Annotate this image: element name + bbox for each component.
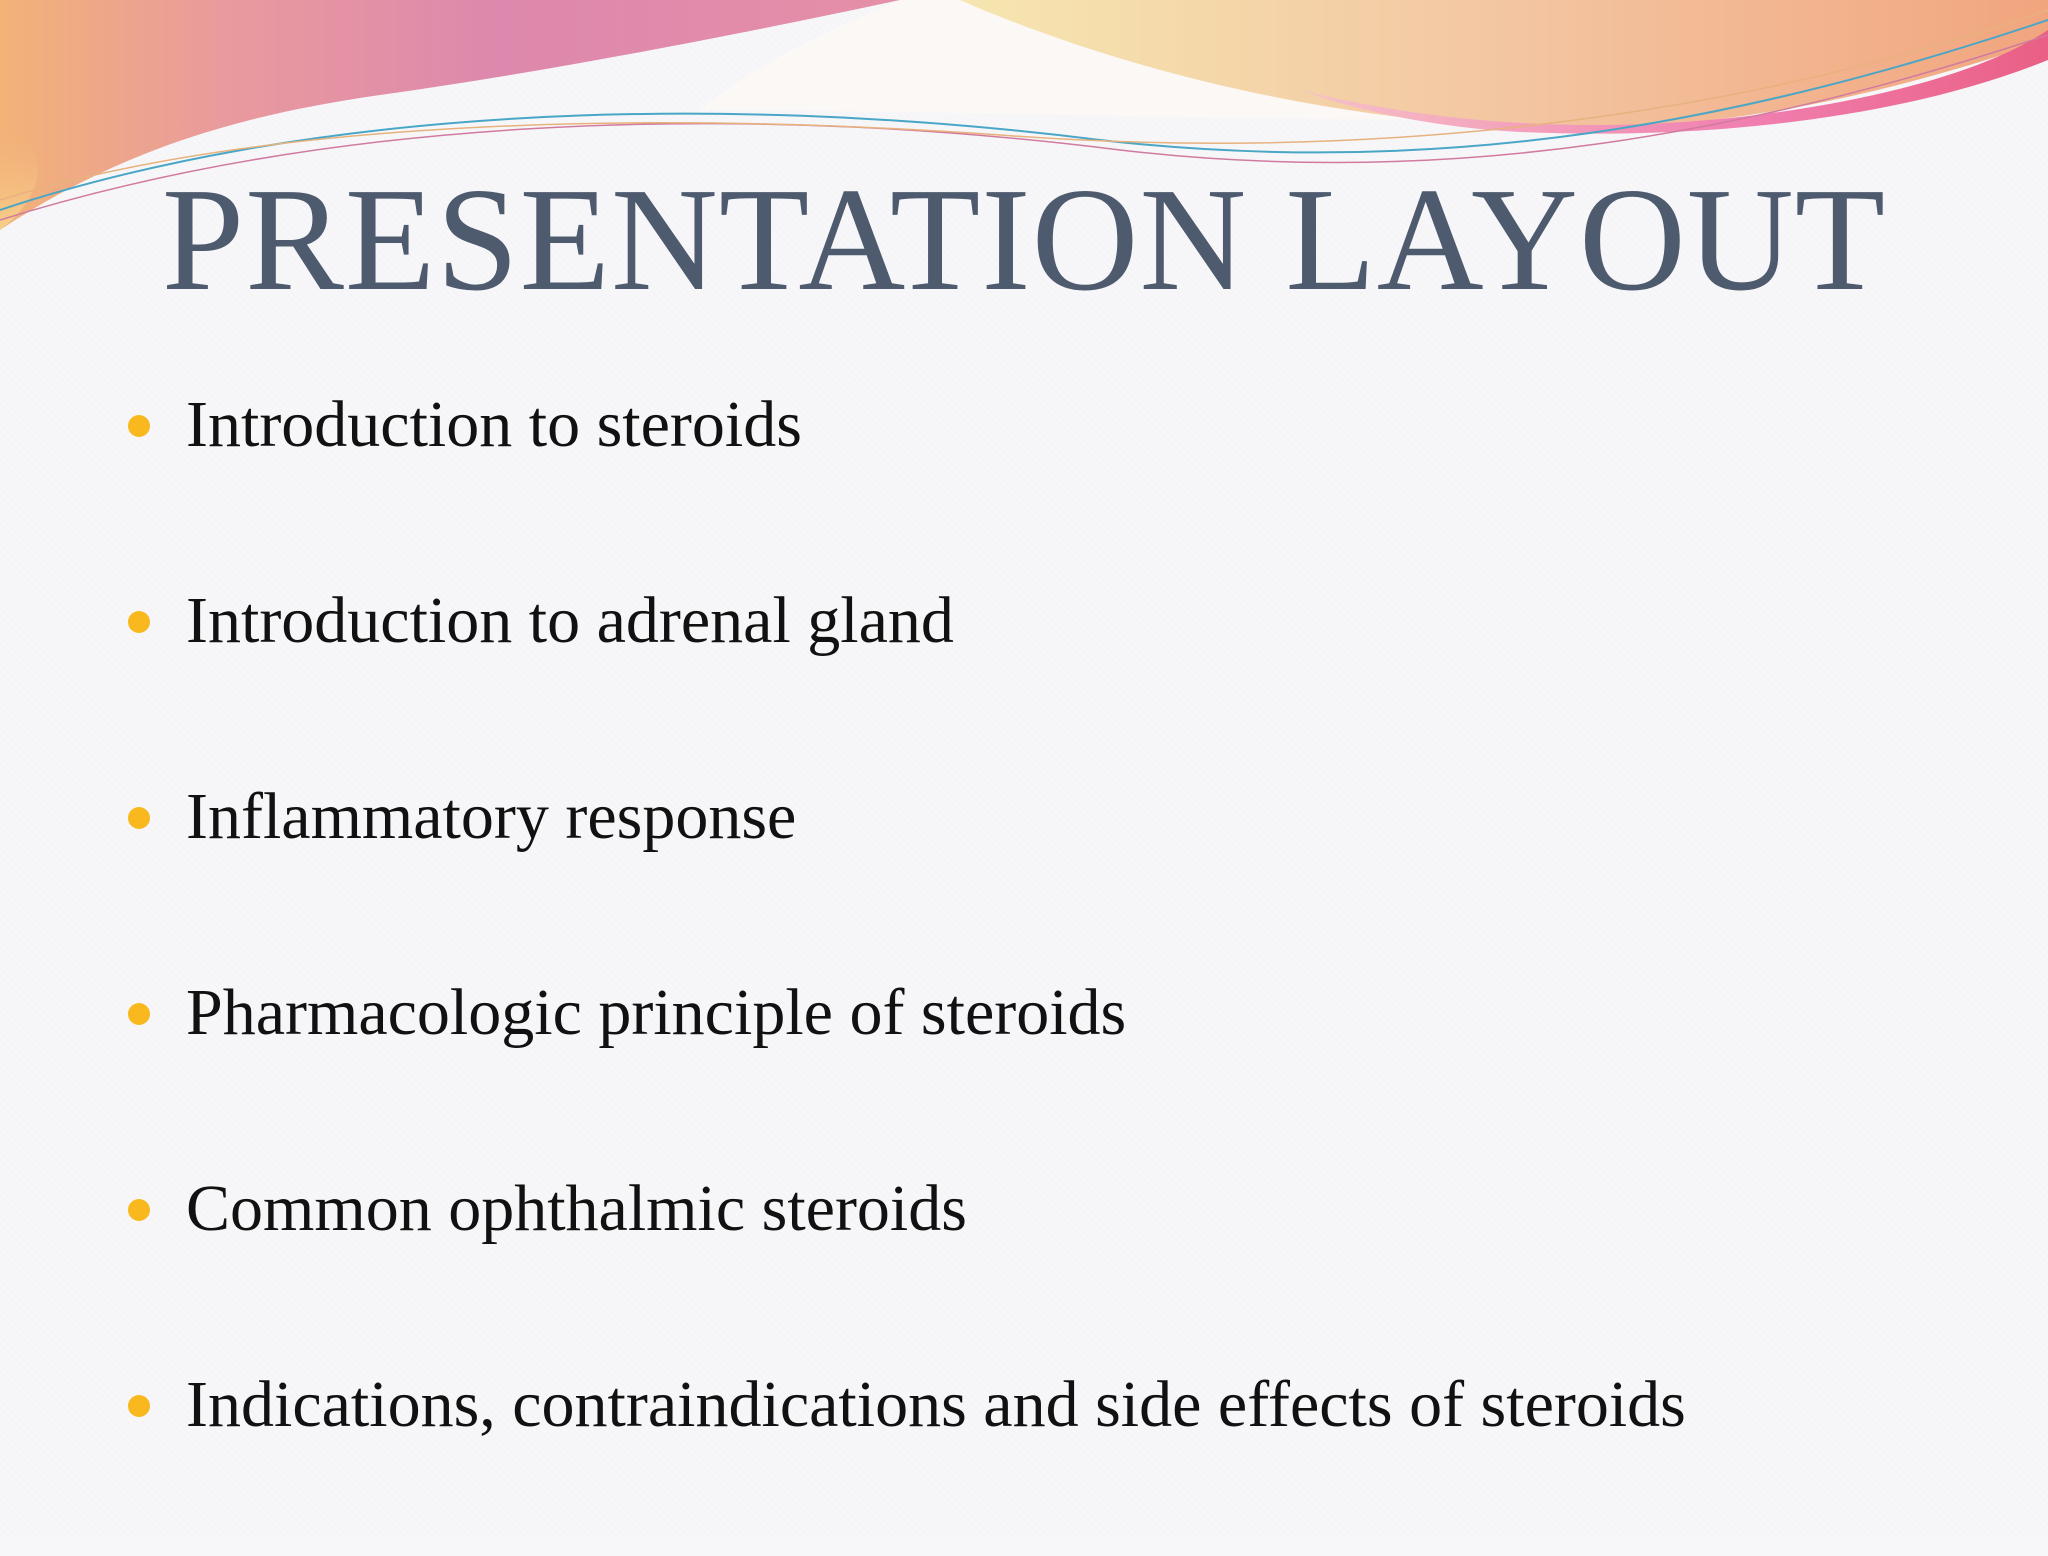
bullet-icon <box>128 1003 150 1025</box>
bullet-text: Introduction to adrenal gland <box>186 584 954 657</box>
bullet-icon <box>128 1395 150 1417</box>
list-item <box>120 1360 2000 1556</box>
bullet-text: Introduction to steroids <box>186 388 802 461</box>
list-item <box>120 772 2000 968</box>
list-item <box>120 1164 2000 1360</box>
bullet-text: Inflammatory response <box>186 780 797 853</box>
list-item <box>120 968 2000 1164</box>
slide-title: PRESENTATION LAYOUT <box>161 158 1887 322</box>
list-item <box>120 576 2000 772</box>
bullet-text: Common ophthalmic steroids <box>186 1172 967 1245</box>
bullet-text: Indications, contraindications and side effects of steroids <box>186 1368 1686 1441</box>
bullet-icon <box>128 611 150 633</box>
bullet-list <box>120 380 2000 1556</box>
bullet-icon <box>128 807 150 829</box>
bullet-icon <box>128 1199 150 1221</box>
bullet-icon <box>128 415 150 437</box>
bullet-text: Pharmacologic principle of steroids <box>186 976 1127 1049</box>
list-item <box>120 380 2000 576</box>
